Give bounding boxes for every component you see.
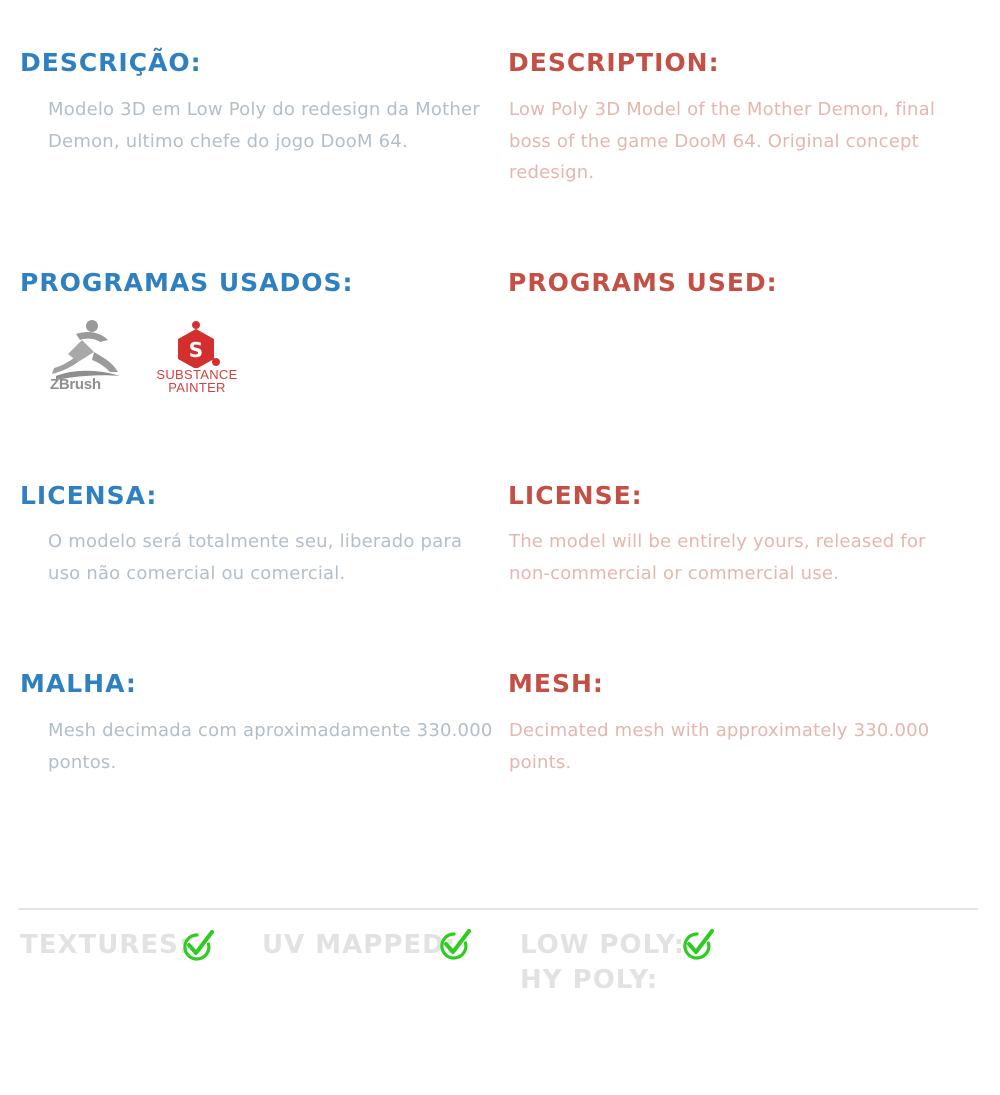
- substance-logo-line1: SUBSTANCE: [156, 367, 238, 382]
- check-icon: [180, 930, 214, 962]
- check-icon: [437, 929, 471, 961]
- programs-heading-pt: PROGRAMAS USADOS:: [20, 268, 354, 297]
- svg-text:S: S: [188, 338, 204, 362]
- substance-logo-line2: PAINTER: [168, 380, 226, 395]
- license-heading-en: LICENSE:: [508, 481, 643, 510]
- description-text-en: Low Poly 3D Model of the Mother Demon, final boss of the game DooM 64. Original concept redesign.: [509, 99, 936, 183]
- description-heading-en: DESCRIPTION:: [508, 48, 720, 77]
- feature-hy-poly-label: HY POLY:: [520, 965, 659, 995]
- license-heading-pt: LICENSA:: [20, 481, 158, 510]
- license-text-en: The model will be entirely yours, released for non-commercial or commercial use.: [509, 531, 926, 584]
- feature-low-poly-label: LOW POLY:: [520, 930, 686, 960]
- description-text-pt: Modelo 3D em Low Poly do redesign da Mother Demon, ultimo chefe do jogo DooM 64.: [48, 99, 480, 152]
- feature-textures-label: TEXTURES:: [20, 930, 191, 960]
- zbrush-logo-text: ZBrush: [50, 376, 101, 393]
- feature-uv-mapped-label: UV MAPPED:: [262, 930, 457, 960]
- check-icon: [680, 929, 714, 961]
- section-divider: [18, 908, 978, 910]
- mesh-text-en: Decimated mesh with approximately 330.000 points.: [509, 720, 930, 773]
- programs-heading-en: PROGRAMS USED:: [508, 268, 778, 297]
- mesh-heading-en: MESH:: [508, 669, 604, 698]
- substance-painter-logo: [153, 318, 243, 398]
- substance-painter-logo-icon: [153, 318, 243, 368]
- zbrush-logo: [48, 318, 124, 396]
- license-text-pt: O modelo será totalmente seu, liberado para uso não comercial ou comercial.: [48, 531, 463, 584]
- mesh-text-pt: Mesh decimada com aproximadamente 330.000 pontos.: [48, 720, 493, 773]
- description-heading-pt: DESCRIÇÃO:: [20, 48, 202, 77]
- mesh-heading-pt: MALHA:: [20, 669, 137, 698]
